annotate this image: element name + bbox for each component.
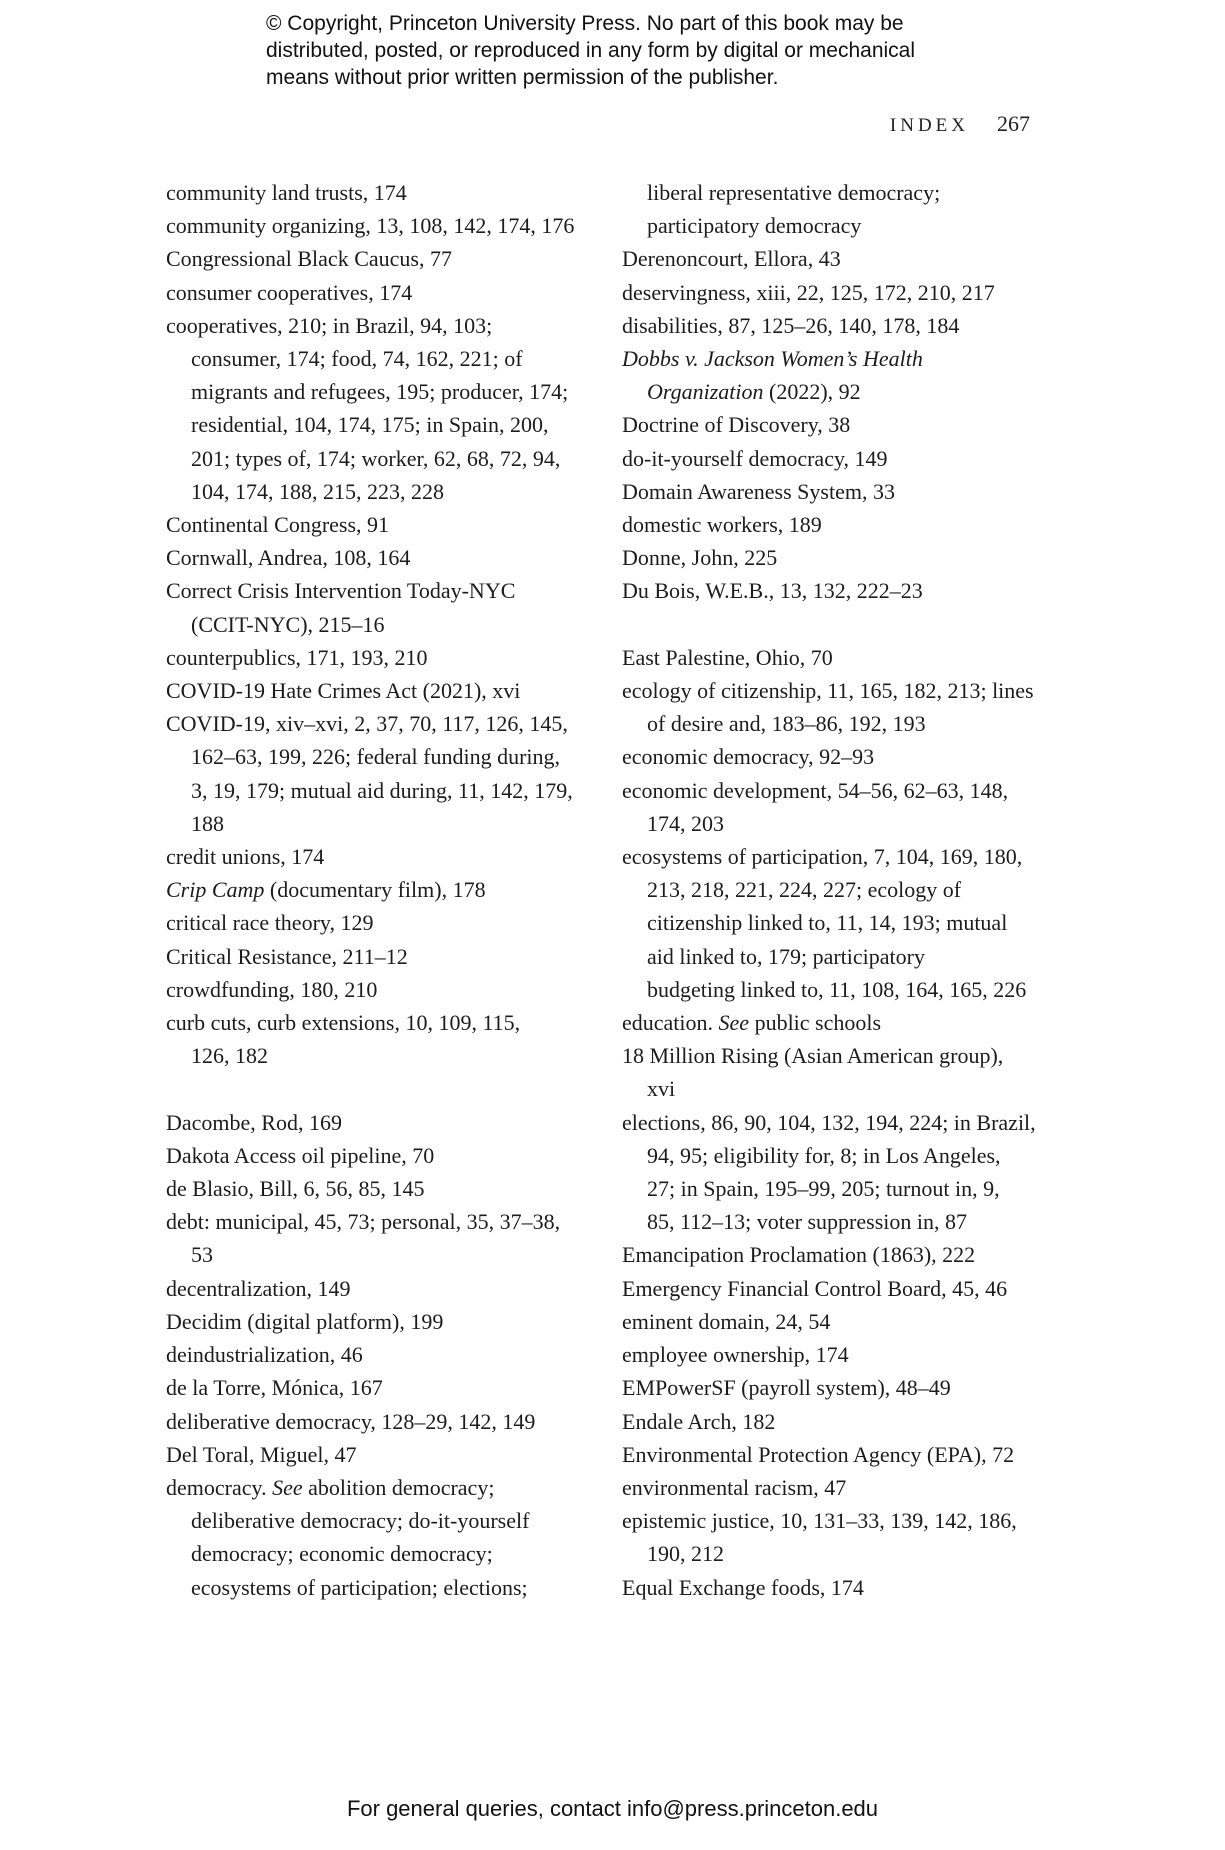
index-entry: epistemic justice, 10, 131–33, 139, 142, 186, 190, 212	[622, 1508, 1017, 1567]
index-entry: employee ownership, 174	[622, 1342, 849, 1368]
index-entry: education. See public schools	[622, 1010, 882, 1036]
index-entry: ecology of citizenship, 11, 165, 182, 213; lines of desire and, 183–86, 192, 193	[622, 678, 1034, 737]
index-entry: deservingness, xiii, 22, 125, 172, 210, 217	[622, 279, 995, 305]
index-entry: Emergency Financial Control Board, 45, 46	[622, 1275, 1008, 1301]
index-entry: Critical Resistance, 211–12	[166, 943, 408, 969]
running-head	[890, 111, 1030, 137]
index-entry-continued: liberal representative democracy; participatory democracy	[647, 180, 941, 239]
index-entry: Donne, John, 225	[622, 545, 778, 571]
index-entry: decentralization, 149	[166, 1275, 351, 1301]
index-entry: democracy. See abolition democracy; deliberative democracy; do-it-yourself democracy; economic democracy; ecosystems of participation; elections;	[166, 1474, 530, 1600]
index-entry: Domain Awareness System, 33	[622, 478, 895, 504]
index-entry: Cornwall, Andrea, 108, 164	[166, 545, 411, 571]
running-head-label: INDEX	[889, 115, 969, 136]
index-entry: deliberative democracy, 128–29, 142, 149	[166, 1408, 536, 1434]
index-entry: debt: municipal, 45, 73; personal, 35, 37–38, 53	[166, 1209, 561, 1268]
index-entry: crowdfunding, 180, 210	[166, 976, 378, 1002]
index-entry: EMPowerSF (payroll system), 48–49	[622, 1375, 951, 1401]
index-entry: Doctrine of Discovery, 38	[622, 412, 851, 438]
index-column-right	[622, 176, 1042, 1604]
index-entry: counterpublics, 171, 193, 210	[166, 644, 428, 670]
index-entry: critical race theory, 129	[166, 910, 374, 936]
index-entry: Decidim (digital platform), 199	[166, 1308, 444, 1334]
index-entry: Crip Camp (documentary film), 178	[166, 877, 486, 903]
index-entry: Correct Crisis Intervention Today-NYC (CCIT-NYC), 215–16	[166, 578, 516, 637]
index-entry: Del Toral, Miguel, 47	[166, 1441, 357, 1467]
letter-group-gap	[166, 1072, 586, 1105]
index-entry: COVID-19, xiv–xvi, 2, 37, 70, 117, 126, 145, 162–63, 199, 226; federal funding during, 3, 19, 179; mutual aid during, 11, 142, 179, 188	[166, 711, 573, 836]
index-entry: ecosystems of participation, 7, 104, 169, 180, 213, 218, 221, 224, 227; ecology of citizenship linked to, 11, 14, 193; mutual aid linked to, 179; participatory budgeting linked to, 11, 108, 164, 165, 226	[622, 844, 1027, 1002]
index-entry: Continental Congress, 91	[166, 512, 390, 538]
index-entry: de la Torre, Mónica, 167	[166, 1375, 383, 1401]
index-entry: environmental racism, 47	[622, 1474, 847, 1500]
index-entry: eminent domain, 24, 54	[622, 1308, 831, 1334]
index-entry: Environmental Protection Agency (EPA), 72	[622, 1441, 1015, 1467]
copyright-line: © Copyright, Princeton University Press. No part of this book may be	[266, 12, 904, 35]
index-entry: 18 Million Rising (Asian American group), xvi	[622, 1043, 1004, 1102]
index-entry: Dakota Access oil pipeline, 70	[166, 1142, 435, 1168]
index-entry: community organizing, 13, 108, 142, 174, 176	[166, 213, 575, 239]
footer-contact: For general queries, contact info@press.princeton.edu	[346, 1796, 879, 1821]
index-entry: de Blasio, Bill, 6, 56, 85, 145	[166, 1176, 425, 1202]
index-entry: disabilities, 87, 125–26, 140, 178, 184	[622, 312, 960, 338]
index-entry: East Palestine, Ohio, 70	[622, 644, 833, 670]
index-entry: cooperatives, 210; in Brazil, 94, 103; consumer, 174; food, 74, 162, 221; of migrants and refugees, 195; producer, 174; residential, 104, 174, 175; in Spain, 200, 201; types of, 174; worker, 62, 68, 72, 94, 104, 174, 188, 215, 223, 228	[166, 312, 569, 504]
index-entry: elections, 86, 90, 104, 132, 194, 224; in Brazil, 94, 95; eligibility for, 8; in Los Angeles, 27; in Spain, 195–99, 205; turnout in, 9, 85, 112–13; voter suppression in, 87	[622, 1109, 1036, 1235]
index-entry: deindustrialization, 46	[166, 1342, 363, 1368]
index-entry: Derenoncourt, Ellora, 43	[622, 246, 841, 272]
index-column-left	[166, 176, 586, 1604]
index-entry: Equal Exchange foods, 174	[622, 1574, 864, 1600]
copyright-line: means without prior written permission of the publisher.	[266, 66, 779, 89]
index-entry: Endale Arch, 182	[622, 1408, 776, 1434]
index-entry: economic development, 54–56, 62–63, 148, 174, 203	[622, 777, 1009, 836]
index-entry: curb cuts, curb extensions, 10, 109, 115, 126, 182	[166, 1010, 521, 1069]
index-entry: domestic workers, 189	[622, 512, 822, 538]
index-entry: Congressional Black Caucus, 77	[166, 246, 452, 272]
page-number: 267	[997, 111, 1030, 136]
index-entry: economic democracy, 92–93	[622, 744, 875, 770]
index-entry: community land trusts, 174	[166, 180, 407, 205]
index-entry: Dobbs v. Jackson Women’s Health Organization (2022), 92	[622, 346, 923, 405]
index-entry: Emancipation Proclamation (1863), 222	[622, 1242, 976, 1268]
letter-group-gap	[622, 608, 1042, 641]
index-entry: do-it-yourself democracy, 149	[622, 445, 888, 471]
index-entry: COVID-19 Hate Crimes Act (2021), xvi	[166, 678, 521, 704]
index-entry: credit unions, 174	[166, 844, 325, 870]
index-entry: Dacombe, Rod, 169	[166, 1109, 342, 1135]
index-entry: consumer cooperatives, 174	[166, 279, 413, 305]
copyright-line: distributed, posted, or reproduced in any form by digital or mechanical	[266, 39, 916, 62]
index-entry: Du Bois, W.E.B., 13, 132, 222–23	[622, 578, 923, 604]
copyright-notice	[266, 10, 1026, 91]
